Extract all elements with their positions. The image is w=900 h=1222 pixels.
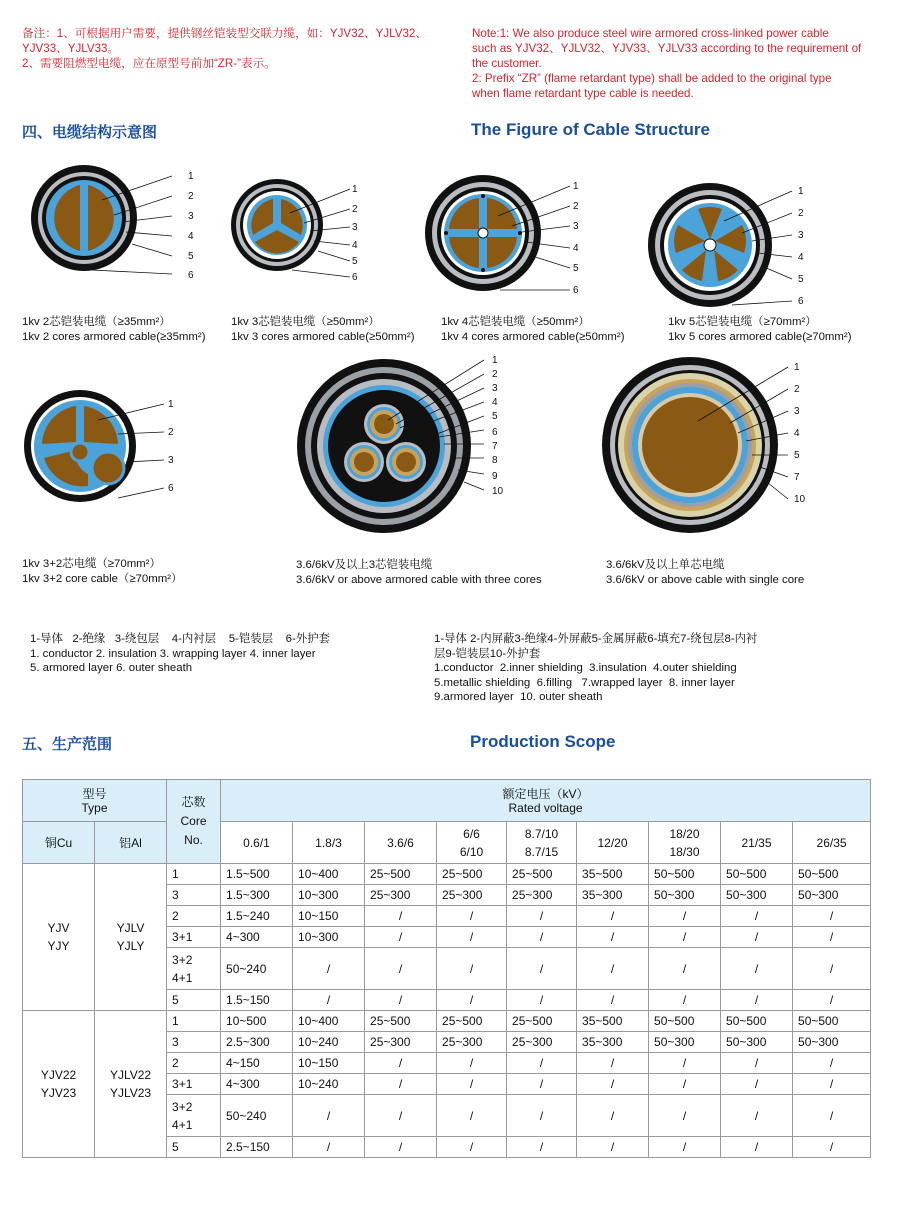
section-range: 10~300 [293,885,365,906]
caption-cn: 1kv 4芯铠装电缆（≥50mm²） [441,316,590,328]
section5-title-cn: 五、生产范围 [22,735,113,753]
voltage-header: 3.6/6 [365,822,437,864]
section-range: / [793,927,871,948]
caption-cn: 1kv 3+2芯电缆（≥70mm²） [22,558,161,570]
fig1-label: 4 [188,231,194,242]
core-count: 3+1 [167,1074,221,1095]
section-range: 10~240 [293,1074,365,1095]
section-range: 25~300 [507,885,577,906]
voltage-header: 26/35 [793,822,871,864]
section-range: / [437,948,507,990]
caption-cn: 1kv 2芯铠装电缆（≥35mm²） [22,316,171,328]
section-range: / [437,1137,507,1158]
core-count: 2 [167,906,221,927]
fig3-label: 4 [573,243,579,254]
fig6-label: 4 [492,397,498,408]
section-range: 25~300 [437,885,507,906]
section5-title-en: Production Scope [470,732,616,751]
section-range: / [793,948,871,990]
fig5-label: 1 [168,399,174,410]
section-range: / [649,906,721,927]
section-range: / [793,1074,871,1095]
fig7-label: 10 [794,494,806,505]
fig2-label: 6 [352,272,358,283]
section-range: 10~150 [293,1053,365,1074]
legend-line: 层9-铠装层10-外护套 [434,647,541,660]
section-range: 25~500 [365,1011,437,1032]
section-range: 1.5~500 [221,864,293,885]
section-range: 35~300 [577,885,649,906]
figure-3core-hv-caption [296,558,542,588]
section-range: 2.5~300 [221,1032,293,1053]
figure-3core-hv [296,350,526,540]
caption-en: 1kv 3+2 core cable（≥70mm²） [22,573,183,585]
section-range: 10~500 [221,1011,293,1032]
section-range: / [365,1137,437,1158]
caption-cn: 3.6/6kV及以上3芯铠装电缆 [296,559,433,571]
fig7-label: 1 [794,362,800,373]
section-range: / [507,927,577,948]
voltage-header: 0.6/1 [221,822,293,864]
legend-right [434,632,854,705]
fig4-label: 6 [798,296,804,307]
section-range: / [437,1095,507,1137]
section-range: / [437,1074,507,1095]
section-range: / [721,1095,793,1137]
section-range: 10~400 [293,1011,365,1032]
section-range: / [721,1074,793,1095]
caption-en: 1kv 5 cores armored cable(≥70mm²) [668,331,852,343]
fig1-label: 1 [188,171,194,182]
section-range: / [365,1095,437,1137]
note-en-line: such as YJV32、YJLV32、YJV33、YJLV33 according to the requirement of [472,42,862,55]
fig6-label: 3 [492,383,498,394]
section-range: 50~500 [721,864,793,885]
section-range: / [293,1137,365,1158]
fig7-label: 4 [794,428,800,439]
fig1-label: 6 [188,270,194,280]
section-range: 35~300 [577,1032,649,1053]
figure-3plus2core-caption [22,557,182,587]
section-range: 50~500 [721,1011,793,1032]
rated-voltage-header: 额定电压（kV） Rated voltage [221,780,871,822]
caption-en: 3.6/6kV or above cable with single core [606,574,805,586]
section-range: 1.5~240 [221,906,293,927]
section-range: 25~500 [437,1011,507,1032]
caption-en: 1kv 2 cores armored cable(≥35mm²) [22,331,206,343]
legend-line: 5.metallic shielding 6.filling 7.wrapped layer 8. inner layer [434,676,735,689]
core-count: 1 [167,864,221,885]
section-range: 25~500 [365,864,437,885]
core-count: 3+2 4+1 [167,1095,221,1137]
copper-type: YJV22 YJV23 [23,1011,95,1158]
note-en-line: the customer. [472,57,542,70]
section-range: / [365,990,437,1011]
fig2-label: 1 [352,184,358,195]
figure-2core [22,160,222,280]
section-range: / [507,990,577,1011]
section-range: / [577,1053,649,1074]
section-range: / [507,1137,577,1158]
section-range: 10~240 [293,1032,365,1053]
fig3-label: 1 [573,181,579,192]
fig6-label: 2 [492,369,498,380]
section-range: / [365,948,437,990]
fig2-label: 4 [352,240,358,251]
section-range: / [365,1074,437,1095]
section-range: / [649,1095,721,1137]
section-range: / [721,906,793,927]
section-range: / [649,948,721,990]
note-cn [22,26,442,71]
section-range: 50~500 [793,864,871,885]
section-range: 25~300 [507,1032,577,1053]
header-row [23,822,871,864]
fig6-label: 7 [492,441,498,452]
header-row [23,780,871,822]
legend-line: 9.armored layer 10. outer sheath [434,691,603,703]
fig6-label: 6 [492,427,498,438]
section-range: 50~300 [793,885,871,906]
fig5-label: 2 [168,427,174,438]
section-range: 50~300 [649,1032,721,1053]
copper-type: YJV YJY [23,864,95,1011]
fig5-label: 6 [168,483,174,494]
section-range: 2.5~150 [221,1137,293,1158]
section-range: 4~300 [221,927,293,948]
section-range: / [293,1095,365,1137]
section-range: / [793,990,871,1011]
fig3-label: 5 [573,263,579,274]
section-range: 25~300 [437,1032,507,1053]
section-range: 50~300 [721,1032,793,1053]
caption-en: 3.6/6kV or above armored cable with three cores [296,574,542,586]
core-count: 3+1 [167,927,221,948]
section-range: 50~300 [649,885,721,906]
fig4-label: 2 [798,208,804,219]
figure-4core-caption [441,315,625,345]
section-range: 50~300 [721,885,793,906]
section4-title-en: The Figure of Cable Structure [471,120,710,139]
voltage-header: 21/35 [721,822,793,864]
section-range: 50~240 [221,1095,293,1137]
voltage-header: 12/20 [577,822,649,864]
section-range: / [437,927,507,948]
note-cn-line: 备注：1、可根据用户需要，提供钢丝铠装型交联力缆，如：YJV32、YJLV32、 [22,27,427,40]
legend-line: 5. armored layer 6. outer sheath [30,662,193,674]
figure-3core [222,175,402,285]
fig6-label: 5 [492,411,498,422]
voltage-header: 18/20 18/30 [649,822,721,864]
section-range: 10~300 [293,927,365,948]
caption-cn: 3.6/6kV及以上单芯电缆 [606,559,725,571]
section-range: / [507,1095,577,1137]
section-range: 10~400 [293,864,365,885]
fig7-label: 7 [794,472,800,483]
section-range: / [721,948,793,990]
aluminium-type: YJLV YJLY [95,864,167,1011]
section-range: / [577,1137,649,1158]
fig6-label: 9 [492,471,498,482]
section-range: 10~150 [293,906,365,927]
section-range: / [649,1137,721,1158]
figure-2core-caption [22,315,206,345]
section-range: 50~500 [649,864,721,885]
fig1-label: 2 [188,191,194,202]
section-range: / [649,990,721,1011]
fig5-label: 3 [168,455,174,466]
section-range: / [507,948,577,990]
section-range: / [649,1074,721,1095]
fig4-label: 3 [798,230,804,241]
section-range: / [437,990,507,1011]
section-range: 1.5~150 [221,990,293,1011]
core-count: 3+2 4+1 [167,948,221,990]
cores-header: 芯数 Core No. [167,780,221,864]
fig4-label: 1 [798,186,804,197]
fig1-label: 3 [188,211,194,222]
fig7-label: 5 [794,450,800,461]
figure-3plus2core [14,382,214,512]
section-range: / [721,927,793,948]
section-range: / [649,927,721,948]
voltage-header: 6/6 6/10 [437,822,507,864]
note-en [472,26,882,101]
note-cn-line: YJV33、YJLV33。 [22,42,120,55]
section-range: / [793,1137,871,1158]
fig7-label: 3 [794,406,800,417]
fig3-label: 3 [573,221,579,232]
section-range: / [577,1095,649,1137]
voltage-header: 1.8/3 [293,822,365,864]
fig6-label: 8 [492,455,498,466]
section-range: / [365,927,437,948]
figure-3core-caption [231,315,415,345]
caption-en: 1kv 4 cores armored cable(≥50mm²) [441,331,625,343]
section-range: 25~500 [507,1011,577,1032]
section-range: 50~300 [793,1032,871,1053]
type-header: 型号 Type [23,780,167,822]
figure-4core [420,168,610,298]
fig1-label: 5 [188,251,194,262]
section-range: / [507,1053,577,1074]
section-range: / [293,948,365,990]
section-range: 4~300 [221,1074,293,1095]
core-count: 5 [167,1137,221,1158]
section-range: 1.5~300 [221,885,293,906]
section-range: / [293,990,365,1011]
section-range: / [793,1053,871,1074]
note-cn-line: 2、需要阻燃型电缆，应在原型号前加“ZR-”表示。 [22,57,276,70]
note-en-line: 2: Prefix “ZR” (flame retardant type) shall be added to the original type [472,72,832,85]
legend-line: 1.conductor 2.inner shielding 3.insulation 4.outer shielding [434,662,737,674]
fig4-label: 5 [798,274,804,285]
fig4-label: 4 [798,252,804,263]
section-range: / [365,1053,437,1074]
section4-title-cn: 四、电缆结构示意图 [22,123,158,141]
figure-5core-caption [668,315,852,345]
fig2-label: 5 [352,256,358,267]
core-count: 3 [167,1032,221,1053]
section-range: / [437,906,507,927]
note-en-line: Note:1: We also produce steel wire armored cross-linked power cable [472,27,829,40]
fig2-label: 2 [352,204,358,215]
section-range: 25~500 [507,864,577,885]
section-range: 4~150 [221,1053,293,1074]
section-range: / [437,1053,507,1074]
fig3-label: 6 [573,285,579,296]
legend-line: 1. conductor 2. insulation 3. wrapping layer 4. inner layer [30,647,316,660]
core-count: 1 [167,1011,221,1032]
core-count: 5 [167,990,221,1011]
fig2-label: 3 [352,222,358,233]
section-range: 25~500 [437,864,507,885]
section-range: / [577,927,649,948]
figure-5core [640,175,840,315]
aluminium-header: 铝Al [95,822,167,864]
production-scope-table [22,779,871,1158]
section-range: / [577,1074,649,1095]
section-range: / [721,990,793,1011]
section-range: 35~500 [577,1011,649,1032]
section-range: / [507,1074,577,1095]
fig6-label: 10 [492,486,504,497]
section-range: 50~500 [793,1011,871,1032]
legend-line: 1-导体 2-绝缘 3-绕包层 4-内衬层 5-铠装层 6-外护套 [30,633,330,645]
section-range: 35~500 [577,864,649,885]
figure-single-core-caption [606,558,804,588]
caption-cn: 1kv 3芯铠装电缆（≥50mm²） [231,316,380,328]
table-row [23,864,871,885]
section-range: / [577,906,649,927]
legend-left [30,632,430,676]
caption-cn: 1kv 5芯铠装电缆（≥70mm²） [668,316,817,328]
section-range: / [577,990,649,1011]
legend-line: 1-导体 2-内屏蔽3-绝缘4-外屏蔽5-金属屏蔽6-填充7-绕包层8-内衬 [434,633,758,645]
note-en-line: when flame retardant type cable is needed. [472,87,694,100]
section-range: 25~300 [365,885,437,906]
section-range: 50~500 [649,1011,721,1032]
section-range: / [793,1095,871,1137]
core-count: 3 [167,885,221,906]
fig3-label: 2 [573,201,579,212]
fig6-label: 1 [492,355,498,366]
section-range: / [649,1053,721,1074]
section-range: / [365,906,437,927]
section-range: 50~240 [221,948,293,990]
voltage-header: 8.7/10 8.7/15 [507,822,577,864]
aluminium-type: YJLV22 YJLV23 [95,1011,167,1158]
table-row [23,1011,871,1032]
section-range: / [577,948,649,990]
section-range: / [721,1053,793,1074]
copper-header: 铜Cu [23,822,95,864]
section-range: / [721,1137,793,1158]
section-range: 25~300 [365,1032,437,1053]
caption-en: 1kv 3 cores armored cable(≥50mm²) [231,331,415,343]
section-range: / [507,906,577,927]
core-count: 2 [167,1053,221,1074]
table-body [23,780,871,1158]
fig7-label: 2 [794,384,800,395]
figure-single-core [600,355,820,535]
section-range: / [793,906,871,927]
